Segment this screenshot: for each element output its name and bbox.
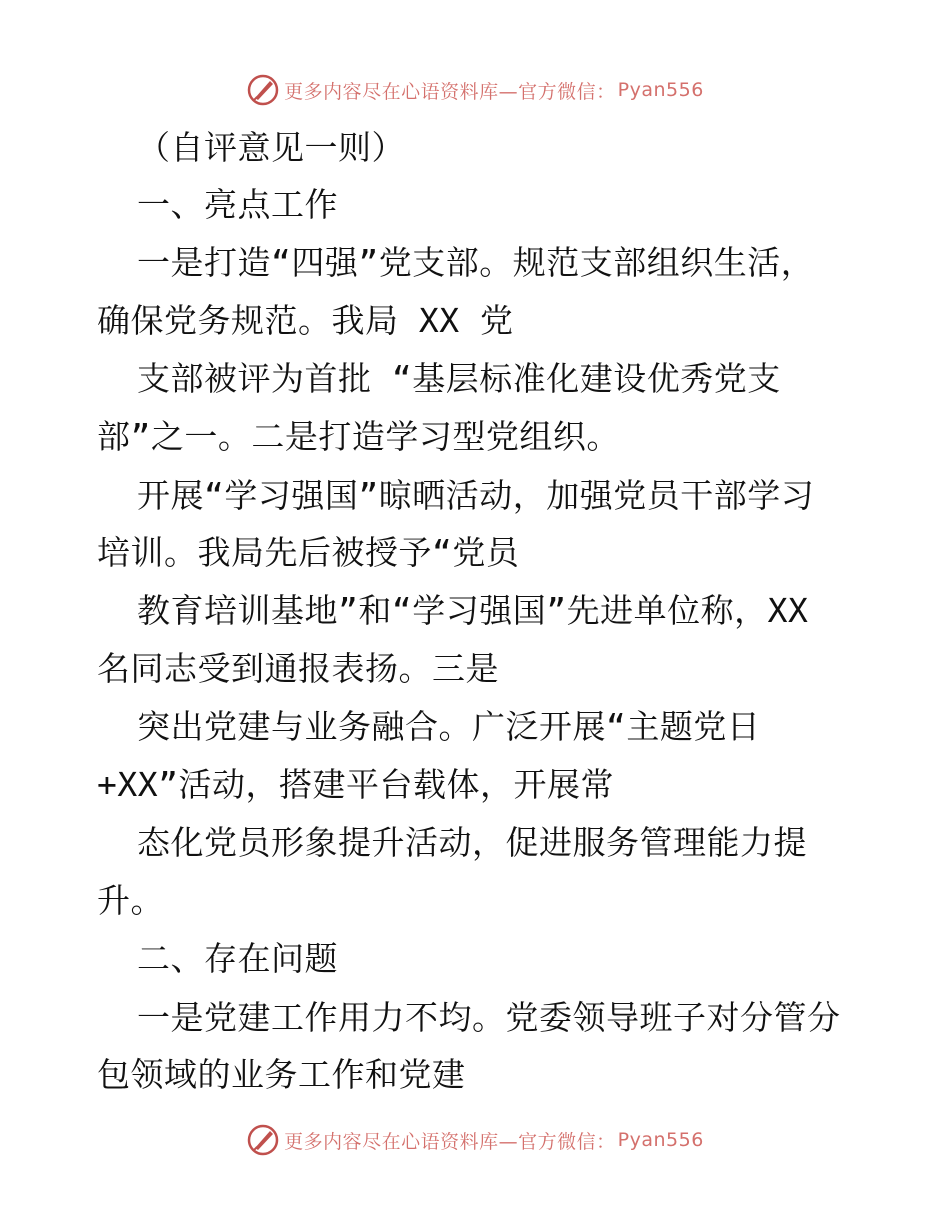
paragraph-line: +XX”活动，搭建平台载体，开展常 xyxy=(97,765,614,804)
watermark-handle: Pyan556 xyxy=(617,1129,704,1151)
paragraph-line: 培训。我局先后被授予“党员 xyxy=(97,533,520,572)
paragraph-line: 一是打造“四强”党支部。规范支部组织生活， xyxy=(137,243,815,282)
footer-watermark xyxy=(0,1120,950,1160)
paragraph-line: 突出党建与业务融合。广泛开展“主题党日 xyxy=(137,707,761,746)
watermark-handle: Pyan556 xyxy=(617,79,704,101)
paragraph-line: 部”之一。二是打造学习型党组织。 xyxy=(97,417,620,456)
paragraph-line: 支部被评为首批 “基层标准化建设优秀党支 xyxy=(137,359,781,398)
paragraph-line: 名同志受到通报表扬。三是 xyxy=(97,649,499,688)
paragraph-line: 开展“学习强国”晾晒活动，加强党员干部学习 xyxy=(137,476,815,515)
quill-logo-icon xyxy=(246,1123,280,1157)
paragraph-line: 包领域的业务工作和党建 xyxy=(97,1055,466,1094)
watermark-text: 更多内容尽在心语资料库—官方微信： xyxy=(284,1130,616,1153)
paragraph-line: 态化党员形象提升活动，促进服务管理能力提 xyxy=(137,823,807,862)
paragraph-line: 一是党建工作用力不均。党委领导班子对分管分 xyxy=(137,998,841,1037)
section-heading: 一、亮点工作 xyxy=(137,185,338,224)
doc-title: （自评意见一则） xyxy=(137,128,405,167)
paragraph-line: 确保党务规范。我局 XX 党 xyxy=(97,301,514,340)
section-heading: 二、存在问题 xyxy=(137,939,338,978)
paragraph-line: 升。 xyxy=(97,881,164,920)
watermark-text: 更多内容尽在心语资料库—官方微信： xyxy=(284,80,616,103)
paragraph-line: 教育培训基地”和“学习强国”先进单位称，XX xyxy=(137,591,809,630)
